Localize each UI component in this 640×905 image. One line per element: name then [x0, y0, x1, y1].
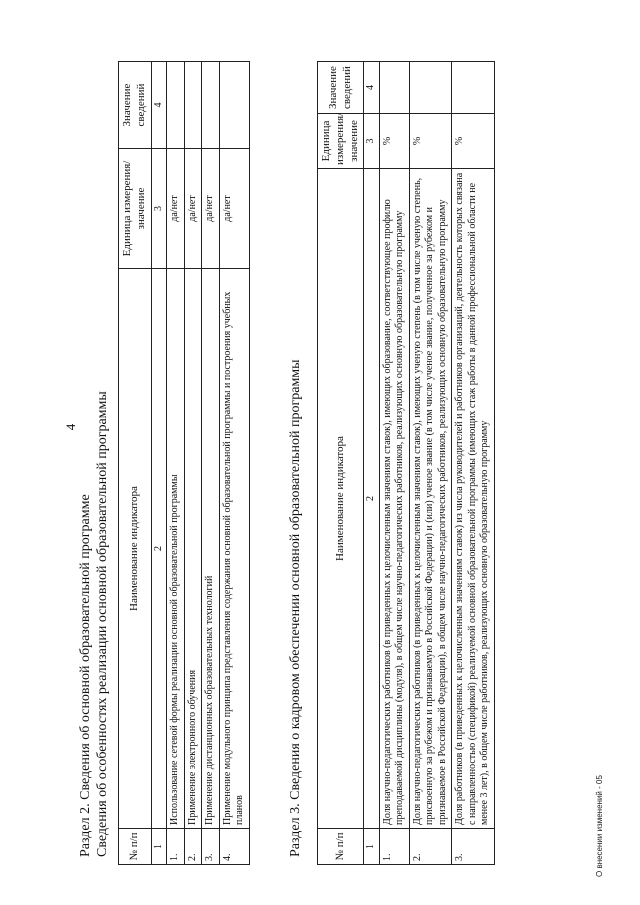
col-number: 2	[364, 169, 380, 829]
section2-subtitle: Сведения об особенностях реализации основной образовательной программы	[95, 391, 110, 857]
table-row	[167, 62, 185, 865]
col-header-name: Наименование индикатора	[318, 169, 364, 829]
row-num: 3.	[452, 829, 495, 865]
unit-cell: да/нет	[167, 149, 185, 269]
table-row	[409, 62, 452, 865]
table-row	[202, 62, 220, 865]
table-row	[452, 62, 495, 865]
col-number: 1	[364, 829, 380, 865]
value-cell	[167, 62, 185, 149]
value-cell	[202, 62, 220, 149]
unit-cell: да/нет	[184, 149, 202, 269]
col-header-value: Значение сведений	[318, 62, 364, 114]
row-num: 2.	[409, 829, 452, 865]
indicator-name: Применение модульного принципа представления содержания основной образовательной программы и построения учебных планов	[219, 269, 249, 829]
value-cell	[184, 62, 202, 149]
unit-cell: %	[409, 114, 452, 169]
table-header-row	[318, 62, 364, 865]
row-num: 4.	[219, 829, 249, 865]
row-num: 1.	[379, 829, 409, 865]
unit-cell: да/нет	[202, 149, 220, 269]
col-number: 4	[151, 62, 167, 149]
indicator-name: Применение дистанционных образовательных технологий	[202, 269, 220, 829]
indicator-name: Доля работников (в приведенных к целочисленным значениям ставок) из числа руководителей и работников организаций, деятельность которых связана с направленностью (спецификой) реализуемой основной образовательной программы (имеющих стаж работы в данной профессиональной области не менее 3 лет), в общем числе работников, реализующих основную образовательную программу	[452, 169, 495, 829]
row-num: 2.	[184, 829, 202, 865]
page-number: 4	[63, 423, 78, 431]
col-header-unit: Единица измерения/ значение	[318, 114, 364, 169]
col-header-num: № п/п	[119, 829, 152, 865]
col-header-unit: Единица измерения/ значение	[119, 149, 152, 269]
row-num: 3.	[202, 829, 220, 865]
col-number: 3	[151, 149, 167, 269]
column-number-row	[364, 62, 380, 865]
value-cell	[219, 62, 249, 149]
indicator-name: Доля научно-педагогических работников (в приведенных к целочисленным значениям ставок), имеющих ученую степень (в том числе ученую степень, присвоенную за рубежом и признаваемую в Российской Федерации) и (или) ученое звание (в том числе ученое звание, полученное за рубежом и признаваемое в Российской Федерации), в общем числе научно-педагогических работников, реализующих основную образовательную программу	[409, 169, 452, 829]
unit-cell: да/нет	[219, 149, 249, 269]
section3-table	[317, 61, 495, 865]
value-cell	[409, 62, 452, 114]
footer-note: О внесении изменений - 05	[595, 775, 604, 877]
indicator-name: Применение электронного обучения	[184, 269, 202, 829]
indicator-name: Использование сетевой формы реализации основной образовательной программы	[167, 269, 185, 829]
column-number-row	[151, 62, 167, 865]
unit-cell: %	[379, 114, 409, 169]
table-header-row	[119, 62, 152, 865]
section3-title: Раздел 3. Сведения о кадровом обеспечении основной образовательной программы	[288, 359, 303, 857]
unit-cell: %	[452, 114, 495, 169]
table-row	[379, 62, 409, 865]
table-row	[184, 62, 202, 865]
value-cell	[452, 62, 495, 114]
col-number: 4	[364, 62, 380, 114]
row-num: 1.	[167, 829, 185, 865]
col-header-num: № п/п	[318, 829, 364, 865]
col-header-value: Значение сведений	[119, 62, 152, 149]
section2-table	[118, 61, 250, 865]
value-cell	[379, 62, 409, 114]
col-number: 1	[151, 829, 167, 865]
col-number: 3	[364, 114, 380, 169]
col-header-name: Наименование индикатора	[119, 269, 152, 829]
col-number: 2	[151, 269, 167, 829]
section2-title: Раздел 2. Сведения об основной образовательной программе	[78, 494, 93, 857]
table-row	[219, 62, 249, 865]
indicator-name: Доля научно-педагогических работников (в приведенных к целочисленным значениям ставок), имеющих образование, соответствующее профилю преподаваемой дисциплины (модуля), в общем числе научно-педагогических работников, реализующих основную образовательную программу	[379, 169, 409, 829]
